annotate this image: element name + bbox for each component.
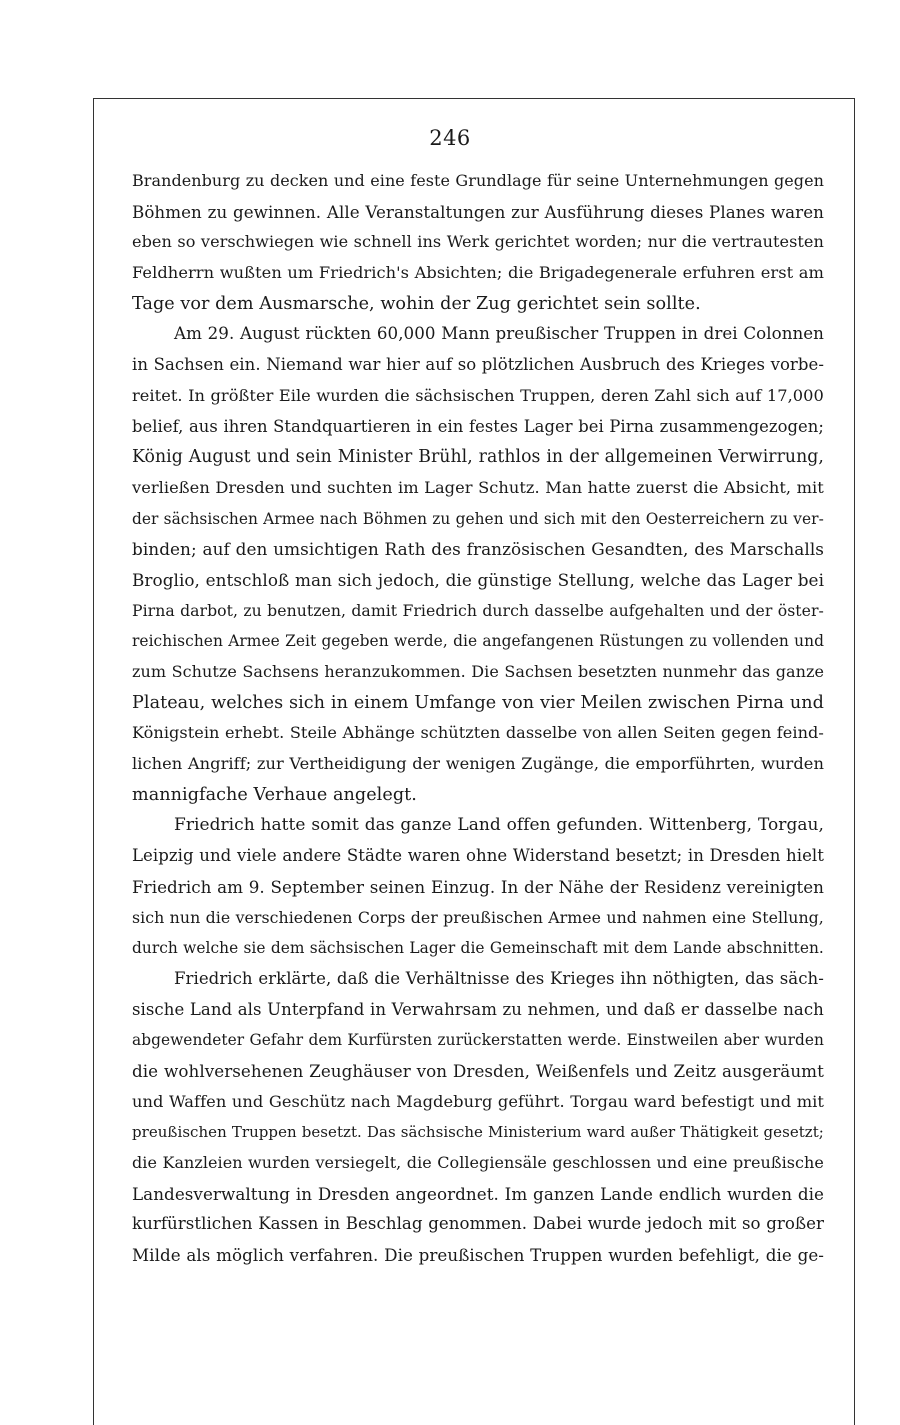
text-line: mannigfache Verhaue angelegt.: [132, 784, 417, 805]
text-line: Tage vor dem Ausmarsche, wohin der Zug gerichtet sein sollte.: [132, 293, 701, 314]
text-line: reitet. In größter Eile wurden die sächsischen Truppen, deren Zahl sich auf 17,000: [132, 385, 824, 405]
text-line: und Waffen und Geschütz nach Magdeburg geführt. Torgau ward befestigt und mit: [132, 1091, 824, 1111]
text-line: Friedrich erklärte, daß die Verhältnisse des Krieges ihn nöthigten, das säch-: [174, 968, 824, 988]
text-line: Plateau, welches sich in einem Umfange von vier Meilen zwischen Pirna und: [132, 692, 824, 713]
text-line: Pirna darbot, zu benutzen, damit Friedrich durch dasselbe aufgehalten und der öster-: [132, 600, 824, 620]
paragraph-4: [132, 964, 824, 1271]
text-line: Feldherrn wußten um Friedrich's Absichten; die Brigadegenerale erfuhren erst am: [132, 263, 824, 283]
page-body: [132, 166, 824, 1271]
text-line: in Sachsen ein. Niemand war hier auf so plötzlichen Ausbruch des Krieges vorbe-: [132, 355, 824, 375]
text-line: Landesverwaltung in Dresden angeordnet. Im ganzen Lande endlich wurden die: [132, 1183, 824, 1204]
text-line: König August und sein Minister Brühl, rathlos in der allgemeinen Verwirrung,: [132, 447, 824, 468]
text-line: Böhmen zu gewinnen. Alle Veranstaltungen zur Ausführung dieses Planes waren: [132, 201, 824, 222]
text-line: durch welche sie dem sächsischen Lager die Gemeinschaft mit dem Lande abschnitten.: [132, 939, 824, 958]
text-line: belief, aus ihren Standquartieren in ein festes Lager bei Pirna zusammengezogen;: [132, 416, 824, 436]
text-line: lichen Angriff; zur Vertheidigung der wenigen Zugänge, die emporführten, wurden: [132, 754, 824, 774]
text-line: Broglio, entschloß man sich jedoch, die günstige Stellung, welche das Lager bei: [132, 569, 824, 590]
page-number: 246: [429, 126, 471, 150]
text-line: verließen Dresden und suchten im Lager Schutz. Man hatte zuerst die Absicht, mit: [132, 477, 824, 497]
text-line: Friedrich am 9. September seinen Einzug. In der Nähe der Residenz vereinigten: [132, 876, 824, 897]
text-line: abgewendeter Gefahr dem Kurfürsten zurückerstatten werde. Einstweilen aber wurden: [132, 1031, 824, 1050]
text-line: reichischen Armee Zeit gegeben werde, die angefangenen Rüstungen zu vollenden und: [132, 632, 824, 651]
text-line: eben so verschwiegen wie schnell ins Werk gerichtet worden; nur die vertrautesten: [132, 232, 824, 252]
text-line: Friedrich hatte somit das ganze Land offen gefunden. Wittenberg, Torgau,: [174, 815, 824, 836]
text-line: Milde als möglich verfahren. Die preußischen Truppen wurden befehligt, die ge-: [132, 1245, 824, 1266]
text-line: Leipzig und viele andere Städte waren ohne Widerstand besetzt; in Dresden hielt: [132, 846, 824, 866]
text-line: der sächsischen Armee nach Böhmen zu gehen und sich mit den Oesterreichern zu ver-: [132, 509, 824, 528]
text-line: sische Land als Unterpfand in Verwahrsam zu nehmen, und daß er dasselbe nach: [132, 999, 824, 1019]
text-line: Am 29. August rückten 60,000 Mann preußischer Truppen in drei Colonnen: [174, 324, 824, 344]
paragraph-2: [132, 319, 824, 810]
text-line: Königstein erhebt. Steile Abhänge schützten dasselbe von allen Seiten gegen feind-: [132, 723, 824, 743]
text-line: die Kanzleien wurden versiegelt, die Collegiensäle geschlossen und eine preußische: [132, 1153, 824, 1172]
text-line: preußischen Truppen besetzt. Das sächsische Ministerium ward außer Thätigkeit gesetzt;: [132, 1123, 824, 1142]
text-line: kurfürstlichen Kassen in Beschlag genommen. Dabei wurde jedoch mit so großer: [132, 1214, 824, 1234]
paragraph-3: [132, 810, 824, 963]
text-line: Brandenburg zu decken und eine feste Grundlage für seine Unternehmungen gegen: [132, 171, 824, 190]
text-line: zum Schutze Sachsens heranzukommen. Die Sachsen besetzten nunmehr das ganze: [132, 662, 824, 681]
text-line: binden; auf den umsichtigen Rath des französischen Gesandten, des Marschalls: [132, 539, 824, 560]
text-line: die wohlversehenen Zeughäuser von Dresden, Weißenfels und Zeitz ausgeräumt: [132, 1060, 824, 1081]
text-line: sich nun die verschiedenen Corps der preußischen Armee und nahmen eine Stellung,: [132, 907, 824, 927]
paragraph-1: [132, 166, 824, 319]
